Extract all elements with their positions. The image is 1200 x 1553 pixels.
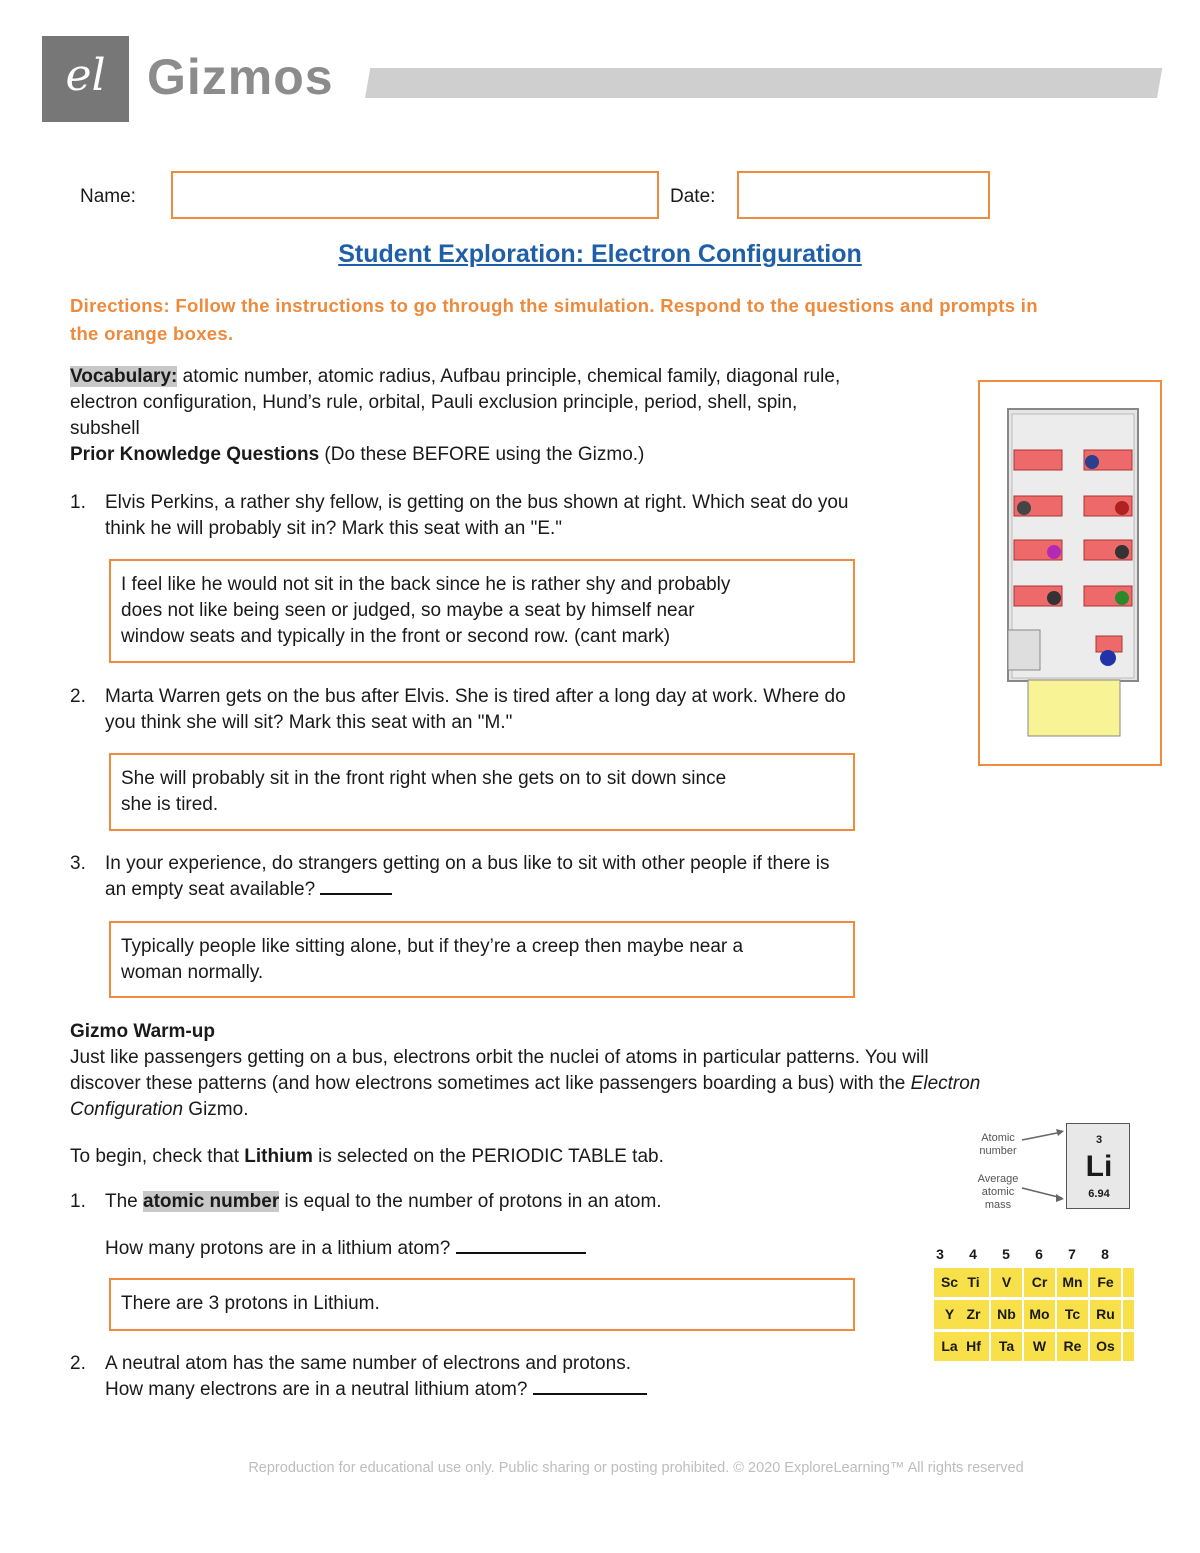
answer-box-1[interactable] bbox=[109, 559, 855, 663]
bus-diagram-frame bbox=[978, 380, 1162, 766]
driver-seat bbox=[1096, 636, 1122, 652]
bus-door bbox=[1008, 630, 1040, 670]
vocabulary-line-1: atomic number, atomic radius, Aufbau principle, chemical family, diagonal rule, bbox=[177, 366, 841, 387]
prior-knowledge-heading: Prior Knowledge Questions bbox=[70, 444, 320, 465]
passenger-icon bbox=[1115, 545, 1129, 559]
group-header: 6 bbox=[1035, 1246, 1043, 1262]
element-cell: La bbox=[934, 1332, 965, 1361]
question-1-line-1: Elvis Perkins, a rather shy fellow, is getting on the bus shown at right. Which seat do you bbox=[105, 492, 849, 513]
average-mass-label-1: Average bbox=[977, 1173, 1019, 1185]
passenger-icon bbox=[1047, 591, 1061, 605]
vocabulary-label: Vocabulary: bbox=[70, 366, 178, 387]
logo-glyph: el bbox=[65, 50, 106, 101]
begin-text-b: is selected on the PERIODIC TABLE tab. bbox=[312, 1146, 664, 1167]
answer-blank[interactable] bbox=[456, 1238, 586, 1254]
group-header: 8 bbox=[1101, 1246, 1109, 1262]
element-cell: Re bbox=[1057, 1332, 1088, 1361]
tile-mass: 6.94 bbox=[1088, 1188, 1110, 1200]
vocabulary-line-3: subshell bbox=[70, 418, 140, 439]
page-title: Student Exploration: Electron Configuration bbox=[338, 240, 862, 268]
question-number: 1. bbox=[70, 492, 86, 513]
footer-notice: Reproduction for educational use only. Public sharing or posting prohibited. © 2020 ExploreLearning™ All rights reserved bbox=[248, 1460, 1024, 1476]
group-header: 5 bbox=[1002, 1246, 1010, 1262]
group-header: 4 bbox=[969, 1246, 977, 1262]
answer-1-line-2: does not like being seen or judged, so maybe a seat by himself near bbox=[121, 600, 695, 621]
name-label: Name: bbox=[80, 186, 136, 207]
passenger-icon bbox=[1085, 455, 1099, 469]
vocabulary-block bbox=[70, 364, 970, 468]
element-cell: Sc bbox=[934, 1268, 965, 1297]
question-1-line-2: think he will probably sit in? Mark this seat with an "E." bbox=[105, 518, 563, 539]
begin-element: Lithium bbox=[244, 1146, 313, 1167]
element-cell: Hf bbox=[958, 1332, 989, 1361]
question-2-line-1: Marta Warren gets on the bus after Elvis. She is tired after a long day at work. Where do bbox=[105, 686, 846, 707]
driver-icon bbox=[1100, 650, 1116, 666]
atomic-number-term: atomic number bbox=[143, 1191, 280, 1212]
arrow-head bbox=[1056, 1129, 1064, 1136]
atomic-number-label-1: Atomic bbox=[981, 1132, 1015, 1144]
element-cell: Ta bbox=[991, 1332, 1022, 1361]
element-cell: Y bbox=[934, 1300, 965, 1329]
answer-box-3[interactable] bbox=[109, 921, 855, 998]
warmup-gizmo-name-2: Configuration bbox=[70, 1099, 184, 1120]
average-mass-label bbox=[968, 1173, 1028, 1212]
element-cell: Ti bbox=[958, 1268, 989, 1297]
begin-text-a: To begin, check that bbox=[70, 1146, 245, 1167]
arrow-line bbox=[1022, 1132, 1062, 1140]
answer-1-line-1: I feel like he would not sit in the back since he is rather shy and probably bbox=[121, 574, 731, 595]
element-cell: Mo bbox=[1024, 1300, 1055, 1329]
bus-diagram bbox=[980, 382, 1162, 766]
answer-box-warmup-1[interactable] bbox=[109, 1278, 855, 1331]
element-cell: Ru bbox=[1090, 1300, 1121, 1329]
element-cell: Fe bbox=[1090, 1268, 1121, 1297]
passenger-icon bbox=[1047, 545, 1061, 559]
atomic-number-label-2: number bbox=[979, 1145, 1017, 1157]
answer-box-2[interactable] bbox=[109, 753, 855, 831]
name-field[interactable] bbox=[171, 171, 659, 219]
warmup-q1-text-a: The bbox=[105, 1191, 144, 1212]
warmup-block bbox=[70, 1019, 1130, 1123]
average-mass-label-2: atomic bbox=[981, 1186, 1015, 1198]
warmup-q2-line-2: How many electrons are in a neutral lithium atom? bbox=[105, 1379, 528, 1400]
tile-symbol: Li bbox=[1085, 1150, 1113, 1183]
element-cell: Tc bbox=[1057, 1300, 1088, 1329]
element-cell: W bbox=[1024, 1332, 1055, 1361]
begin-instruction bbox=[70, 1144, 970, 1170]
warmup-line-3: Gizmo. bbox=[183, 1099, 249, 1120]
element-cell: Zr bbox=[958, 1300, 989, 1329]
question-number: 1. bbox=[70, 1191, 86, 1212]
warmup-line-2: discover these patterns (and how electrons sometimes act like passengers boarding a bus) with the bbox=[70, 1073, 911, 1094]
answer-1-line-3: window seats and typically in the front or second row. (cant mark) bbox=[121, 626, 671, 647]
warmup-heading: Gizmo Warm-up bbox=[70, 1021, 215, 1042]
warmup-line-1: Just like passengers getting on a bus, electrons orbit the nuclei of atoms in particular patterns. You will bbox=[70, 1047, 929, 1068]
question-2-line-2: you think she will sit? Mark this seat with an "M." bbox=[105, 712, 513, 733]
answer-3-line-1: Typically people like sitting alone, but if they’re a creep then maybe near a bbox=[121, 936, 744, 957]
logo bbox=[42, 36, 129, 122]
answer-blank[interactable] bbox=[320, 879, 392, 895]
atomic-number-label bbox=[968, 1132, 1028, 1158]
bus-front bbox=[1028, 680, 1120, 736]
warmup-gizmo-name-1: Electron bbox=[910, 1073, 981, 1094]
warmup-q2-line-1: A neutral atom has the same number of electrons and protons. bbox=[105, 1353, 631, 1374]
warmup-q1-sub: How many protons are in a lithium atom? bbox=[105, 1238, 451, 1259]
element-cell-partial bbox=[1123, 1300, 1134, 1329]
date-field[interactable] bbox=[737, 171, 990, 219]
question-number: 2. bbox=[70, 1353, 86, 1374]
warmup-q1-text-b: is equal to the number of protons in an atom. bbox=[279, 1191, 662, 1212]
average-mass-label-3: mass bbox=[984, 1199, 1012, 1211]
warmup-answer-1: There are 3 protons in Lithium. bbox=[121, 1293, 380, 1314]
element-cell-partial bbox=[1123, 1332, 1134, 1361]
periodic-table-snippet bbox=[924, 1246, 1134, 1366]
vocabulary-line-2: electron configuration, Hund’s rule, orbital, Pauli exclusion principle, period, shell, spin, bbox=[70, 392, 798, 413]
brand-name: Gizmos bbox=[147, 49, 334, 105]
passenger-icon bbox=[1017, 501, 1031, 515]
question-3-line-1: In your experience, do strangers getting on a bus like to sit with other people if there is bbox=[105, 853, 830, 874]
answer-2-line-1: She will probably sit in the front right when she gets on to sit down since bbox=[121, 768, 727, 789]
question-2 bbox=[70, 684, 970, 740]
element-cell: V bbox=[991, 1268, 1022, 1297]
element-cell: Mn bbox=[1057, 1268, 1088, 1297]
directions: Directions: Follow the instructions to go through the simulation. Respond to the questions and prompts in the orange boxes. bbox=[70, 295, 1038, 344]
answer-blank[interactable] bbox=[533, 1379, 647, 1395]
element-cell: Cr bbox=[1024, 1268, 1055, 1297]
arrow-head bbox=[1056, 1194, 1064, 1202]
passenger-icon bbox=[1115, 591, 1129, 605]
date-label: Date: bbox=[670, 186, 716, 207]
element-cell: Os bbox=[1090, 1332, 1121, 1361]
element-cell-partial bbox=[1123, 1268, 1134, 1297]
tile-atomic-number: 3 bbox=[1095, 1134, 1103, 1146]
prior-knowledge-note: (Do these BEFORE using the Gizmo.) bbox=[319, 444, 645, 465]
answer-2-line-2: she is tired. bbox=[121, 794, 219, 815]
question-3 bbox=[70, 851, 970, 907]
question-1 bbox=[70, 490, 970, 546]
warmup-question-1-sub bbox=[105, 1236, 905, 1262]
element-tile bbox=[1066, 1123, 1130, 1209]
group-header: 3 bbox=[936, 1246, 944, 1262]
passenger-icon bbox=[1115, 501, 1129, 515]
warmup-question-1 bbox=[70, 1189, 930, 1215]
header-bar bbox=[365, 68, 1162, 98]
question-number: 3. bbox=[70, 853, 86, 874]
warmup-question-2 bbox=[70, 1351, 930, 1407]
element-cell: Nb bbox=[991, 1300, 1022, 1329]
seat bbox=[1014, 450, 1062, 470]
question-number: 2. bbox=[70, 686, 86, 707]
tile-arrows bbox=[1020, 1126, 1070, 1206]
group-header: 7 bbox=[1068, 1246, 1076, 1262]
answer-3-line-2: woman normally. bbox=[121, 962, 264, 983]
question-3-line-2: an empty seat available? bbox=[105, 879, 316, 900]
